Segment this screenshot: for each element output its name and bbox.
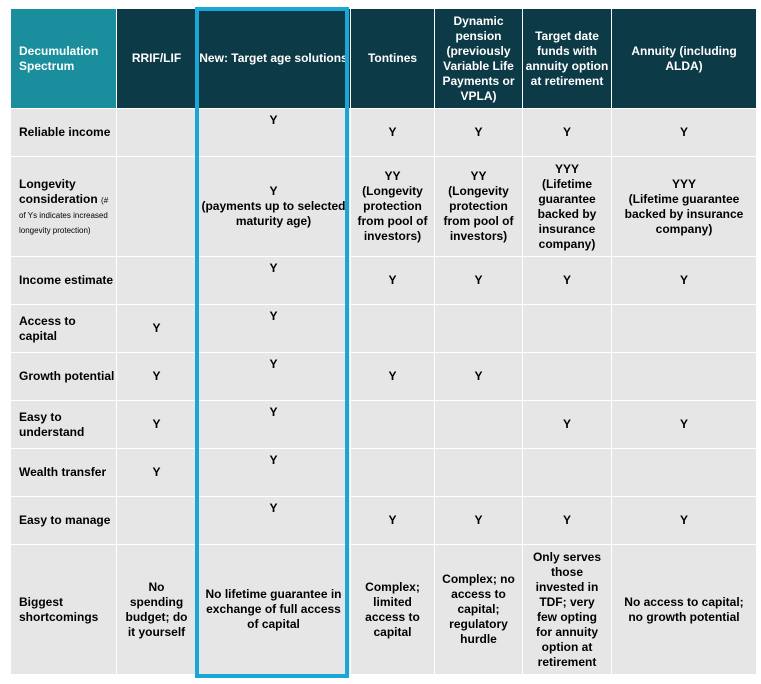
table-row xyxy=(11,257,757,305)
table-cell: Y xyxy=(612,109,757,157)
row-label xyxy=(11,353,117,401)
row-label-text: Access to capital xyxy=(19,313,76,343)
row-label-text: Reliable income xyxy=(19,125,111,139)
table-cell xyxy=(612,353,757,401)
table-cell: Y xyxy=(197,109,351,157)
table-cell: No lifetime guarantee in exchange of full access of capital xyxy=(197,545,351,675)
table-cell: No access to capital; no growth potential xyxy=(612,545,757,675)
table-cell xyxy=(612,449,757,497)
table-cell: Y xyxy=(117,353,197,401)
table-cell xyxy=(523,449,612,497)
header-rrif-lif: RRIF/LIF xyxy=(117,9,197,109)
table-cell xyxy=(117,257,197,305)
table-cell: Y xyxy=(523,257,612,305)
table-cell xyxy=(351,401,435,449)
table-cell: Y xyxy=(523,497,612,545)
row-label-text: Easy to manage xyxy=(19,513,111,527)
table-cell: Y (payments up to selected maturity age) xyxy=(197,157,351,257)
row-label-text: Longevity consideration xyxy=(19,176,98,206)
table-cell xyxy=(117,109,197,157)
table-cell: Y xyxy=(435,109,523,157)
row-label-text: Growth potential xyxy=(19,369,115,383)
table-row xyxy=(11,545,757,675)
row-label-text: Wealth transfer xyxy=(19,465,107,479)
row-label xyxy=(11,305,117,353)
table-cell xyxy=(351,305,435,353)
table-cell xyxy=(435,401,523,449)
header-target-age-solutions: New: Target age solutions xyxy=(197,9,351,109)
table-row xyxy=(11,497,757,545)
table-cell: Y xyxy=(612,257,757,305)
header-target-date-funds: Target date funds with annuity option at retirement xyxy=(523,9,612,109)
row-label-text: Easy to understand xyxy=(19,409,85,439)
table-row xyxy=(11,401,757,449)
table-row xyxy=(11,449,757,497)
table-cell: Y xyxy=(435,257,523,305)
header-annuity: Annuity (including ALDA) xyxy=(612,9,757,109)
table-cell: Y xyxy=(435,497,523,545)
header-dynamic-pension: Dynamic pension (previously Variable Life Payments or VPLA) xyxy=(435,9,523,109)
header-tontines: Tontines xyxy=(351,9,435,109)
table-cell: Complex; limited access to capital xyxy=(351,545,435,675)
table-row xyxy=(11,109,757,157)
table-cell: Y xyxy=(197,305,351,353)
table-cell: Y xyxy=(523,401,612,449)
header-decumulation-spectrum: Decumulation Spectrum xyxy=(11,9,117,109)
table-cell: Complex; no access to capital; regulatory hurdle xyxy=(435,545,523,675)
table-cell: Y xyxy=(351,257,435,305)
table-cell: Only serves those invested in TDF; very few opting for annuity option at retirement xyxy=(523,545,612,675)
table-cell xyxy=(117,157,197,257)
table-cell: Y xyxy=(351,109,435,157)
table-cell: Y xyxy=(351,353,435,401)
table-cell: Y xyxy=(523,109,612,157)
table-cell: Y xyxy=(117,401,197,449)
row-label xyxy=(11,157,117,257)
header-row xyxy=(11,9,757,109)
table-cell: YY (Longevity protection from pool of investors) xyxy=(435,157,523,257)
table-cell: Y xyxy=(117,305,197,353)
table-cell: Y xyxy=(197,497,351,545)
table-cell: Y xyxy=(435,353,523,401)
row-label-text: Biggest shortcomings xyxy=(19,594,99,624)
table-cell: Y xyxy=(197,257,351,305)
row-label-text: Income estimate xyxy=(19,273,114,287)
row-label xyxy=(11,109,117,157)
table-cell: No spending budget; do it yourself xyxy=(117,545,197,675)
table-cell: Y xyxy=(197,449,351,497)
table-cell xyxy=(117,497,197,545)
table-cell xyxy=(351,449,435,497)
table-cell: YYY (Lifetime guarantee backed by insurance company) xyxy=(612,157,757,257)
table-cell xyxy=(435,449,523,497)
table-cell: Y xyxy=(612,401,757,449)
table-cell: YYY (Lifetime guarantee backed by insurance company) xyxy=(523,157,612,257)
decumulation-comparison-table xyxy=(10,8,757,675)
table-cell xyxy=(612,305,757,353)
table-cell: Y xyxy=(612,497,757,545)
table-cell xyxy=(435,305,523,353)
table-row xyxy=(11,353,757,401)
row-label xyxy=(11,401,117,449)
table-cell: Y xyxy=(117,449,197,497)
table-cell xyxy=(523,305,612,353)
row-label xyxy=(11,449,117,497)
row-label-note: (# of Ys indicates increased longevity protection) xyxy=(19,195,109,235)
table-cell: Y xyxy=(197,401,351,449)
table-cell xyxy=(523,353,612,401)
table-row xyxy=(11,305,757,353)
table-cell: Y xyxy=(197,353,351,401)
table-cell: YY (Longevity protection from pool of investors) xyxy=(351,157,435,257)
row-label xyxy=(11,545,117,675)
row-label xyxy=(11,257,117,305)
row-label xyxy=(11,497,117,545)
table-row xyxy=(11,157,757,257)
table-cell: Y xyxy=(351,497,435,545)
